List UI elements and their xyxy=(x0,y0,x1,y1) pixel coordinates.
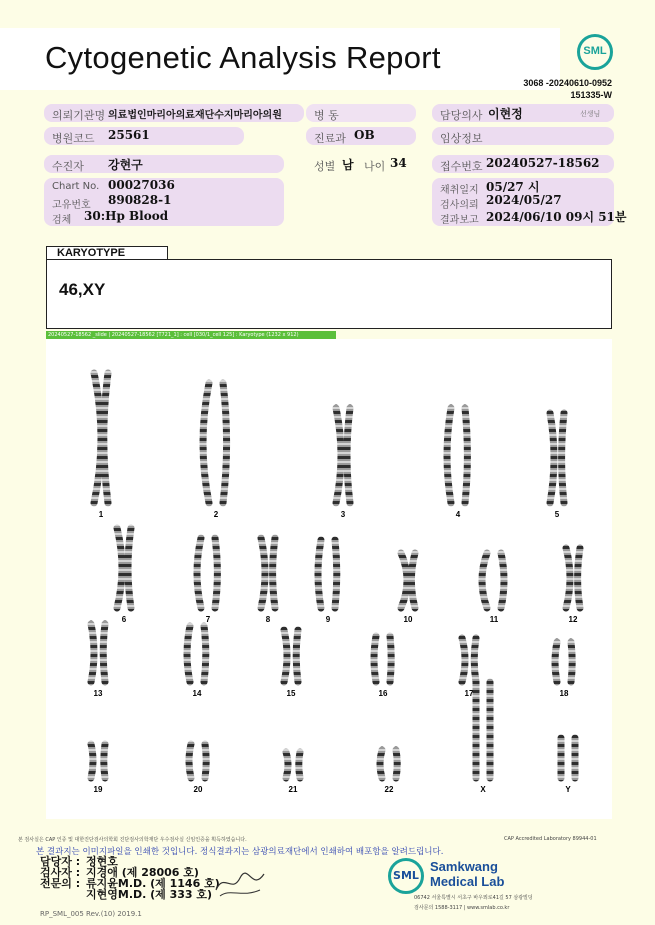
chromosome-2 xyxy=(203,383,209,503)
chromosome-label: 19 xyxy=(93,785,103,794)
chromosome-19 xyxy=(104,744,105,778)
chromosome-7 xyxy=(215,538,217,608)
request-label: 검사의뢰 xyxy=(440,200,479,211)
printout-notice: 본 결과지는 이미지파일을 인쇄한 것입니다. 정식결과지는 삼광의료재단에서 인쇄하여 배포함을 알려드립니다. xyxy=(36,847,444,857)
specimen-label: 검체 xyxy=(52,215,72,226)
sex-value: 남 xyxy=(342,158,354,172)
chromosome-15 xyxy=(284,630,287,682)
chromosome-label: 1 xyxy=(98,510,104,519)
report-value: 2024/06/10 09시 51분 xyxy=(486,210,627,224)
chromosome-label: 16 xyxy=(378,689,388,698)
staff-row: 지현영M.D. (제 333 호) xyxy=(86,888,213,901)
chromosome-21 xyxy=(286,752,288,778)
chromosome-1 xyxy=(94,373,101,503)
chromosome-3 xyxy=(336,408,341,503)
chromosome-label: Y xyxy=(565,785,571,794)
chromosome-17 xyxy=(474,638,476,682)
chromosome-18 xyxy=(555,642,557,682)
chart-label: Chart No. xyxy=(52,181,100,192)
chromosome-8 xyxy=(273,538,275,608)
karyogram-svg xyxy=(46,339,612,819)
report-label: 결과보고 xyxy=(440,215,479,226)
chromosome-10 xyxy=(401,553,407,608)
chromosome-21 xyxy=(299,752,300,778)
institution-value: 의료법인마리아의료재단수지마리아의원 xyxy=(108,110,282,121)
hospital-code-value: 25561 xyxy=(108,128,150,142)
id-value: 890828-1 xyxy=(108,193,172,207)
chromosome-22 xyxy=(380,750,382,778)
chromosome-14 xyxy=(187,626,190,682)
chromosome-4 xyxy=(447,408,451,503)
chromosome-16 xyxy=(374,636,376,682)
chromosome-6 xyxy=(128,528,131,608)
chromosome-label: 21 xyxy=(288,785,298,794)
chromosome-15 xyxy=(296,630,298,682)
chromosome-10 xyxy=(411,553,415,608)
chromosome-label: 12 xyxy=(568,615,578,624)
sml-logo-icon: SML xyxy=(577,34,613,70)
dept-field: 진료과 xyxy=(306,127,416,145)
staff-row: 담당자 : 정현호 xyxy=(40,855,118,868)
chromosome-9 xyxy=(335,540,337,608)
document-number: 3068 -20240610-0952 151335-W xyxy=(523,78,612,100)
chromosome-label: 13 xyxy=(93,689,103,698)
chromosome-label: 2 xyxy=(213,510,219,519)
chromosome-label: 10 xyxy=(403,615,413,624)
sex-label: 성별 xyxy=(314,160,336,173)
karyogram-image xyxy=(46,339,612,819)
age-label: 나이 xyxy=(364,160,386,173)
ward-field: 병 동 xyxy=(306,104,416,122)
chromosome-17 xyxy=(462,638,465,682)
id-label: 고유번호 xyxy=(52,200,91,211)
chromosome-19 xyxy=(91,744,93,778)
chromosome-label: 14 xyxy=(192,689,202,698)
chromosome-label: X xyxy=(480,785,486,794)
chromosome-label: 5 xyxy=(554,510,560,519)
institution-field: 의뢰기관명 xyxy=(44,104,304,122)
doctor-suffix: 선생님 xyxy=(580,110,601,118)
chromosome-22 xyxy=(396,750,397,778)
chromosome-7 xyxy=(197,538,201,608)
chromosome-label: 22 xyxy=(384,785,394,794)
chromosome-11 xyxy=(482,553,487,608)
chromosome-6 xyxy=(117,528,122,608)
chromosome-20 xyxy=(205,744,206,778)
clinical-field: 임상정보 xyxy=(432,127,614,145)
cap-number: CAP Accredited Laboratory 89944-01 xyxy=(504,836,597,842)
page-title: Cytogenetic Analysis Report xyxy=(45,40,441,75)
dept-value: OB xyxy=(354,128,375,142)
request-value: 2024/05/27 xyxy=(486,193,562,207)
chromosome-5 xyxy=(562,413,564,503)
signature-mark xyxy=(212,866,268,900)
age-value: 34 xyxy=(390,156,407,170)
chromosome-label: 4 xyxy=(455,510,461,519)
chromosome-label: 9 xyxy=(325,615,331,624)
staff-row: 검사자 : 지경애 (제 28006 호) xyxy=(40,866,199,879)
chromosome-13 xyxy=(103,624,105,682)
chromosome-13 xyxy=(91,624,94,682)
chromosome-18 xyxy=(571,642,572,682)
chromosome-label: 20 xyxy=(193,785,203,794)
chromosome-20 xyxy=(189,744,191,778)
chromosome-label: 18 xyxy=(559,689,569,698)
collect-label: 채취일지 xyxy=(440,185,479,196)
doctor-value: 이현정 xyxy=(488,107,523,121)
doctor-field: 담당의사 xyxy=(432,104,614,122)
chromosome-label: 6 xyxy=(121,615,127,624)
staff-row: 전문의 : 류지윤M.D. (제 1146 호) xyxy=(40,877,220,890)
image-caption-strip: 20240527-18562 _slide | 20240527-18562 [T721_1] : cell [030/1_cell 125] : Karyotype (1232 x 912) xyxy=(46,331,336,339)
chromosome-14 xyxy=(204,626,206,682)
accreditation-note: 본 검사실은 CAP 인증 및 대한진단검사의학회 진단검사의학재단 우수검사실 신임인증을 획득하였습니다. xyxy=(18,837,247,843)
chromosome-label: 15 xyxy=(286,689,296,698)
chromosome-1 xyxy=(104,373,108,503)
karyotype-box xyxy=(46,259,612,329)
karyotype-value: 46,XY xyxy=(59,280,106,299)
chromosome-label: 3 xyxy=(340,510,346,519)
chromosome-4 xyxy=(465,408,467,503)
receipt-value: 20240527-18562 xyxy=(486,156,600,170)
chromosome-12 xyxy=(578,548,580,608)
chromosome-label: 11 xyxy=(489,615,499,624)
chromosome-16 xyxy=(390,636,391,682)
collect-value: 05/27 시 xyxy=(486,180,540,194)
chromosome-11 xyxy=(501,553,504,608)
chromosome-9 xyxy=(318,540,321,608)
hospital-code-field: 병원코드 xyxy=(44,127,244,145)
lab-address: 06742 서울특별시 서초구 바우뫼로41길 57 삼광빌딩 xyxy=(414,895,533,901)
chromosome-12 xyxy=(566,548,570,608)
receipt-field: 접수번호 xyxy=(432,155,614,173)
karyotype-label: KARYOTYPE xyxy=(46,246,168,260)
patient-name-field: 수진자 xyxy=(44,155,284,173)
chromosome-5 xyxy=(550,413,554,503)
lab-name-1: Samkwang xyxy=(430,859,498,874)
lab-contact: 검사문의 1588-3117 | www.smlab.co.kr xyxy=(414,905,510,911)
specimen-value: 30:Hp Blood xyxy=(84,209,169,223)
patient-name-value: 강현구 xyxy=(108,158,143,172)
chromosome-label: 8 xyxy=(265,615,271,624)
form-number: RP_SML_005 Rev.(10) 2019.1 xyxy=(40,910,142,918)
lab-name-2: Medical Lab xyxy=(430,874,505,889)
chromosome-label: 7 xyxy=(205,615,211,624)
chromosome-2 xyxy=(223,383,227,503)
chart-value: 00027036 xyxy=(108,178,175,192)
chromosome-label: 17 xyxy=(464,689,474,698)
lab-logo-icon: SML xyxy=(388,858,424,894)
chromosome-3 xyxy=(347,408,350,503)
chromosome-8 xyxy=(261,538,265,608)
